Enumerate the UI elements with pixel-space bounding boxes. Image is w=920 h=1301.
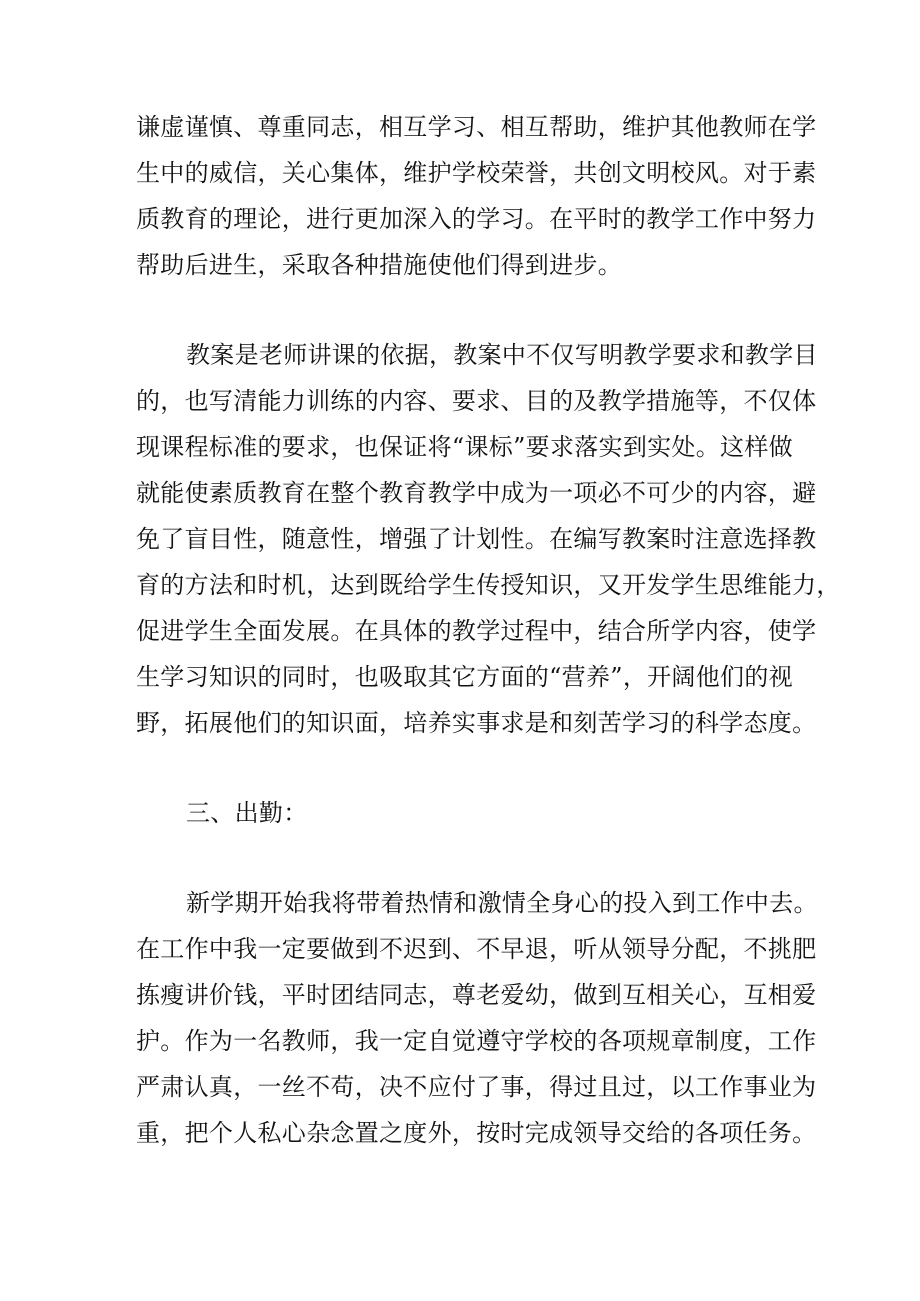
text-line: 谦虚谨慎、尊重同志，相互学习、相互帮助，维护其他教师在学 bbox=[136, 113, 817, 141]
text-line: 护。作为一名教师，我一定自觉遵守学校的各项规章制度，工作 bbox=[136, 1027, 817, 1055]
text-line: 促进学生全面发展。在具体的教学过程中，结合所学内容，使学 bbox=[136, 617, 817, 645]
paragraph-3 bbox=[136, 880, 818, 1156]
text-line: 就能使素质教育在整个教育教学中成为一项必不可少的内容，避 bbox=[136, 479, 817, 507]
text-line: 生学习知识的同时，也吸取其它方面的“营养”，开阔他们的视 bbox=[136, 663, 793, 691]
paragraph-2 bbox=[136, 332, 841, 746]
text-line: 帮助后进生，采取各种措施使他们得到进步。 bbox=[136, 251, 622, 279]
document-page bbox=[136, 104, 841, 1200]
text-line: 拣瘦讲价钱，平时团结同志，尊老爱幼，做到互相关心，互相爱 bbox=[136, 981, 817, 1009]
text-line: 生中的威信，关心集体，维护学校荣誉，共创文明校风。对于素 bbox=[136, 159, 817, 187]
text-line: 新学期开始我将带着热情和激情全身心的投入到工作中去。 bbox=[186, 889, 818, 917]
text-line: 重，把个人私心杂念置之度外，按时完成领导交给的各项任务。 bbox=[136, 1119, 817, 1147]
text-line: 在工作中我一定要做到不迟到、不早退，听从领导分配，不挑肥 bbox=[136, 935, 817, 963]
paragraph-1 bbox=[136, 104, 817, 288]
text-line: 教案是老师讲课的依据，教案中不仅写明教学要求和教学目 bbox=[186, 341, 818, 369]
text-line: 育的方法和时机，达到既给学生传授知识，又开发学生思维能力， bbox=[136, 571, 841, 599]
text-line: 严肃认真，一丝不苟，决不应付了事，得过且过，以工作事业为 bbox=[136, 1073, 817, 1101]
text-line: 质教育的理论，进行更加深入的学习。在平时的教学工作中努力 bbox=[136, 205, 817, 233]
text-line: 免了盲目性，随意性，增强了计划性。在编写教案时注意选择教 bbox=[136, 525, 817, 553]
section-heading bbox=[136, 790, 800, 836]
text-line: 的，也写清能力训练的内容、要求、目的及教学措施等，不仅体 bbox=[136, 387, 817, 415]
text-line: 野，拓展他们的知识面，培养实事求是和刻苦学习的科学态度。 bbox=[136, 709, 817, 737]
section-heading-text: 三、出勤： bbox=[186, 799, 308, 827]
text-line: 现课程标准的要求，也保证将“课标”要求落实到实处。这样做 bbox=[136, 433, 793, 461]
